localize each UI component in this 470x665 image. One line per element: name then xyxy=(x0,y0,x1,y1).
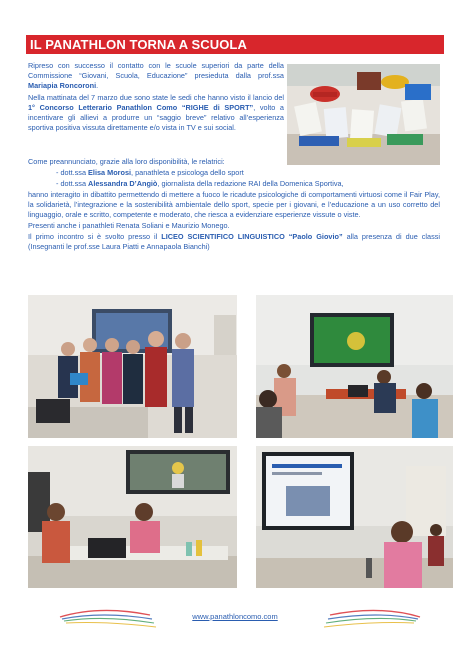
intro-paragraph-2: Nella mattinata del 7 marzo due sono state le sedi che hanno visto il lancio del 1° Concorso Letterario Panathlon Como “RIGHE di SPORT”, volto a incentivare gli allievi a produrre un “saggio breve” relativo all’esperienza sportiva positiva vissuta direttamente e/o vista in TV e sui social. xyxy=(28,93,284,132)
intro-paragraph-1: Ripreso con successo il contatto con le scuole superiori da parte della Commissione “Giovani, Scuola, Educazione” presieduta dalla prof.ssa Mariapia Roncoroni. xyxy=(28,61,284,90)
page-title: IL PANATHLON TORNA A SCUOLA xyxy=(26,35,444,54)
photo-speaker-laptop xyxy=(28,446,237,588)
speaker-2: - dott.ssa Alessandra D’Angiò, giornalista della redazione RAI della Domenica Sportiva, xyxy=(56,179,344,188)
speaker-1-name: Elisa Morosi xyxy=(88,168,132,177)
contest-name: 1° Concorso Letterario Panathlon Como “RIGHE di SPORT” xyxy=(28,103,254,112)
attendees-paragraph: Presenti anche i panathleti Renata Soliani e Maurizio Monego. xyxy=(28,221,230,230)
first-meeting-paragraph: Il primo incontro si è svolto presso il LICEO SCIENTIFICO LINGUISTICO “Paolo Giovio” alla presenza di due classi (Insegnanti le prof.sse Laura Piatti e Annapaola Bianchi) xyxy=(28,232,441,251)
photo-group xyxy=(28,295,237,438)
photo-contest-materials xyxy=(287,64,440,165)
body-text xyxy=(28,157,440,253)
speaker-2-name: Alessandra D’Angiò xyxy=(88,179,158,188)
photo-classroom-screen xyxy=(256,295,453,438)
debate-paragraph: hanno interagito in dibattito permettendo di mettere a fuoco le ricadute psicologiche di comportamenti virtuosi come il Fair Play, la solidarietà, l’integrazione e la sostenibilità ambientale dello sport, specie per i giovani, e l’educazione a un uso corretto del linguaggio, orale e scritto, competente e moderato, che riesca a evidenziare esperienze vissute o viste. xyxy=(28,190,440,219)
website-link[interactable]: www.panathloncomo.com xyxy=(192,612,278,621)
school-name: LICEO SCIENTIFICO LINGUISTICO “Paolo Giovio” xyxy=(161,232,343,241)
speakers-intro: Come preannunciato, grazie alla loro disponibilità, le relatrici: xyxy=(28,157,225,166)
photo-whiteboard-presentation xyxy=(256,446,453,588)
president-name: Mariapia Roncoroni xyxy=(28,81,97,90)
speaker-1: - dott.ssa Elisa Morosi, panathleta e psicologa dello sport xyxy=(56,168,244,177)
intro-text xyxy=(28,61,284,135)
